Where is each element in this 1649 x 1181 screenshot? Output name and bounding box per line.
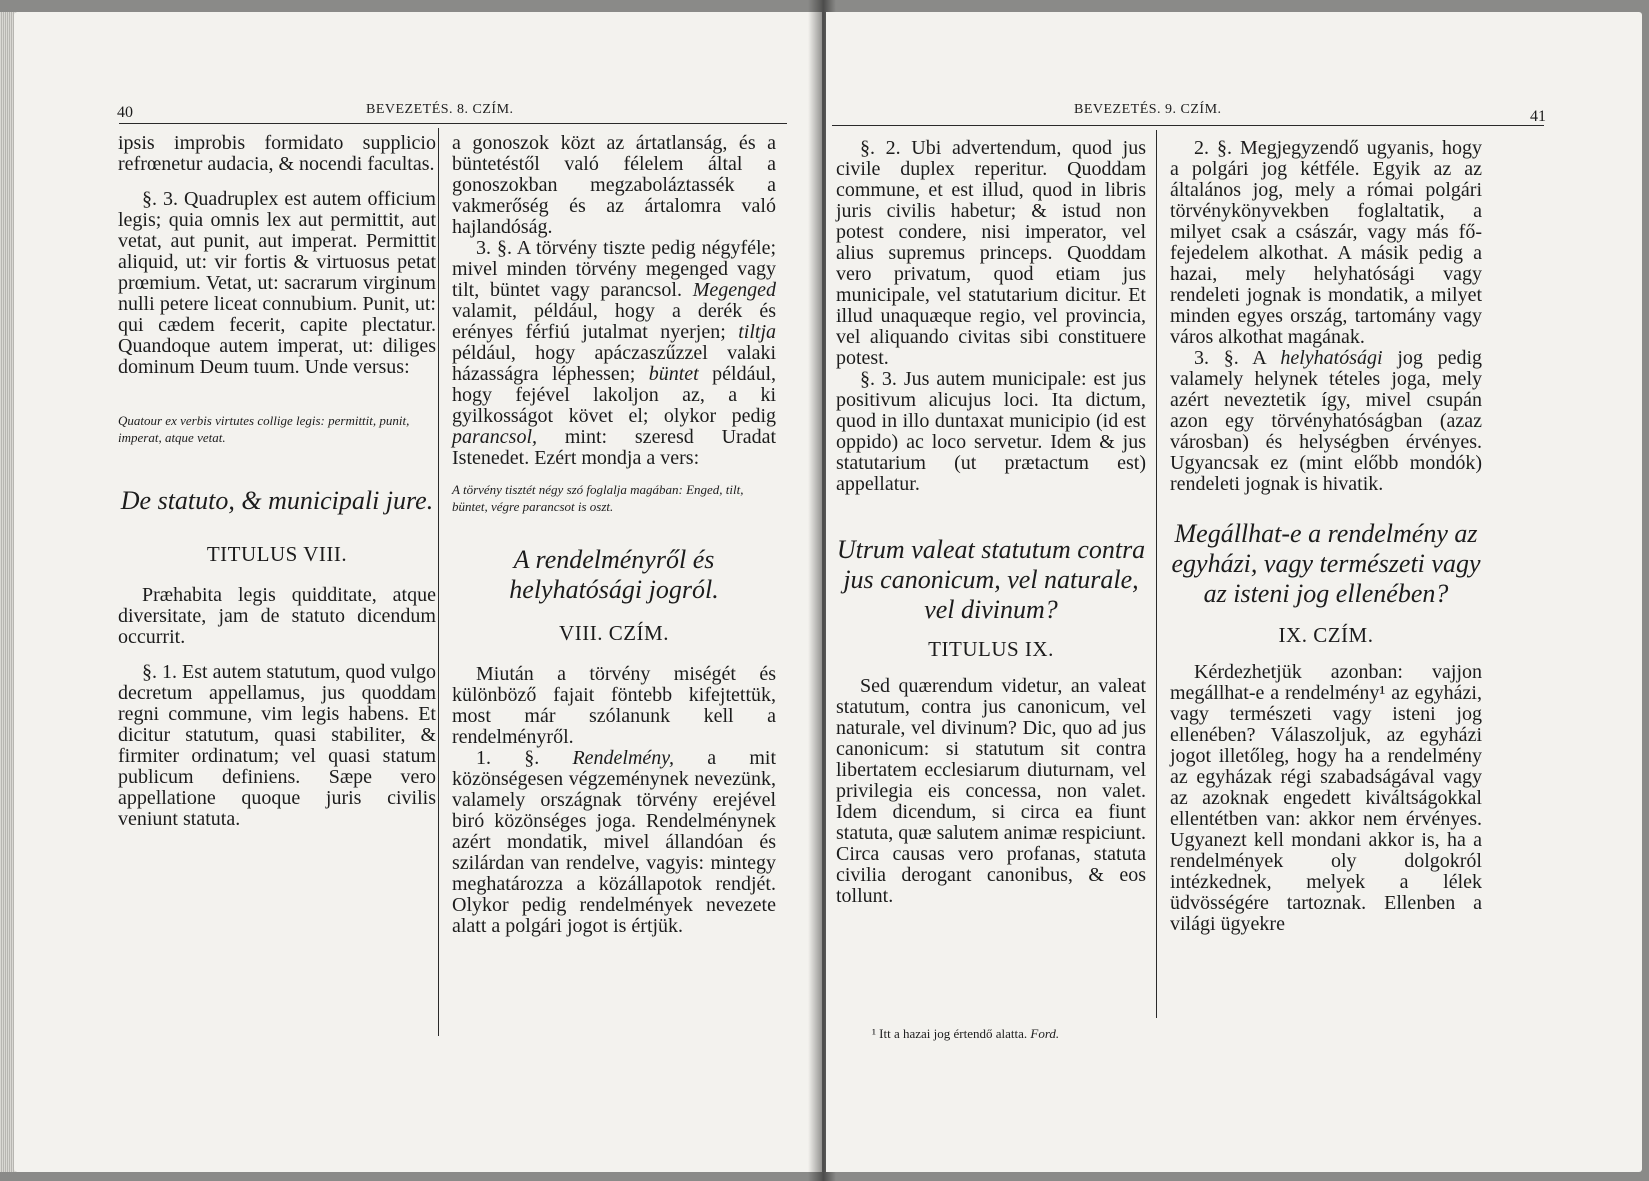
running-head: BEVEZETÉS. 9. CZÍM. <box>1074 102 1222 117</box>
footnote: ¹ Itt a hazai jog értendő alatta. Ford. <box>872 1026 1060 1041</box>
right-page <box>826 12 1642 1172</box>
paragraph: 3. §. A helyhatósági jog pedig valamely helynek tételes joga, mely azért neveztetik így, mivel csupán azon egy törvényhatóságban (azaz városban) és helységben érvényes. Ugyancsak ez (mint előbb mondók) rendeleti jognak is hivatik. <box>1170 347 1483 495</box>
hungarian-column <box>452 133 776 937</box>
section-title: TITULUS VIII. <box>206 542 348 566</box>
paragraph: §. 3. Quadruplex est autem officium legis; quia omnis lex aut permittit, aut vetat, aut punit, aut imperat. Permittit aliquid, ut: vir fortis & virtuosus petat prœmium. Vetat, ut: sacrarum virginum nulli petere liceat connubium. Punit, ut: qui cædem fecerit, capite plectatur. Quandoque autem imperat, ut: diliges dominum Deum tuum. Unde versus: <box>118 188 436 378</box>
section-heading: Utrum valeat statutum contra jus canonicum, vel naturale, vel divinum? <box>836 535 1146 624</box>
paragraph: §. 3. Jus autem municipale: est jus positivum alicujus loci. Ita dictum, quod in illo duntaxat municipio (id est oppido) ac loco servetur. Idem & jus statutarium (ut prætactum est) appellatur. <box>836 368 1146 495</box>
paragraph: Miután a törvény miségét és különböző fajait föntebb kifejtettük, most már szólanunk kell a rendelményről. <box>452 663 776 748</box>
section-title: IX. CZÍM. <box>1278 623 1374 647</box>
paragraph: 3. §. A törvény tiszte pedig négyféle; mivel minden törvény megenged vagy tilt, büntet vagy parancsol. Megenged valamit, például, hogy a derék és erényes férfiú jutalmat nyerjen; tiltja például, hogy apáczaszűzzel valaki házasságra léphessen; büntet például, hogy fejével lakoljon az, a ki gyilkosságot követ el; olykor pedig parancsol, mint: szeresd Uradat Istenedet. Ezért mondja a vers: <box>452 237 777 469</box>
section-heading: De statuto, & municipali jure. <box>120 486 434 515</box>
paragraph: 1. §. Rendelmény, a mit közönségesen végzeménynek nevezünk, valamely országnak törvény erejével biró közönséges joga. Rendelménynek azért mondatik, mivel állandóan és szilárdan van rendelve, vagyis: mintegy meghatározza a közállapotok rendjét. Olykor pedig rendelmények nevezete alatt a polgári jogot is értjük. <box>452 747 777 937</box>
hungarian-column <box>1170 138 1482 935</box>
latin-column <box>118 133 436 830</box>
header-rule <box>832 125 1544 126</box>
page-number: 40 <box>117 104 133 121</box>
header-rule <box>119 123 787 124</box>
section-heading: Megállhat-e a rendelmény az egyházi, vagy természeti vagy az isteni jog ellenében? <box>1171 519 1481 608</box>
paragraph: 2. §. Megjegyzendő ugyanis, hogy a polgári jog kétféle. Egyik az az általános jog, mely a római polgári törvénykönyvekben foglaltatik, a milyet csak a császár, vagy más fő-fejedelem alkothat. A másik pedig a hazai, mely helyhatósági vagy rendeleti jognak is mondatik, a milyet minden egyes ország, tartomány vagy város alkothat magának. <box>1170 137 1482 348</box>
column-rule <box>1156 130 1157 1018</box>
left-page <box>14 12 822 1172</box>
paragraph: Sed quærendum videtur, an valeat statutum, contra jus canonicum, vel naturale, vel divinum? Dic, quo ad jus canonicum: si statutum sit contra libertatem ecclesiarum diuturnam, vel privilegia eis concessa, non valet. Idem dicendum, si circa ea fiunt statuta, quæ salutem animæ respiciunt. Circa causas vero profanas, statuta civilia derogant canonibus, & eos tollunt. <box>836 675 1146 907</box>
section-title: TITULUS IX. <box>928 637 1054 661</box>
paragraph: a gonoszok közt az ártatlanság, és a büntetéstől való félelem által a gonoszokban megzaboláztassék a vakmerőség és az ártalomra való hajlandóság. <box>452 132 776 238</box>
paragraph: Præhabita legis quidditate, atque diversitate, jam de statuto dicendum occurrit. <box>118 584 436 648</box>
latin-column <box>836 138 1146 907</box>
paragraph: §. 1. Est autem statutum, quod vulgo decretum appellamus, jus quoddam regni commune, vim legis habens. Et dicitur statutum, quasi stabiliter, & firmiter ordinatum; vel quasi statum publicum definiens. Sæpe vero appellatione quoque juris civilis veniunt statuta. <box>118 661 436 830</box>
section-title: VIII. CZÍM. <box>559 621 669 645</box>
page-number: 41 <box>1530 108 1546 125</box>
section-heading: A rendelményről és helyhatósági jogról. <box>509 545 719 604</box>
verse: Quatour ex verbis virtutes collige legis: permittit, punit, imperat, atque vetat. <box>118 413 410 445</box>
paragraph: Kérdezhetjük azonban: vajjon megállhat-e a rendelmény¹ az egyházi, vagy természeti vagy isteni jog ellenében? Válaszoljuk, az egyházi jogot illetőleg, hogy ha a rendelmény az egyházak régi szabadságával vagy az azoknak engedett kiváltságokkal ellentétben van: akkor nem érvényes. Ugyanezt kell mondani akkor is, ha a rendelmények oly dolgokról intézkednek, melyek a lélek üdvösségére tartoznak. Ellenben a világi ügyekre <box>1170 661 1482 935</box>
paragraph: ipsis improbis formidato supplicio refrœnetur audacia, & nocendi facultas. <box>118 132 436 175</box>
column-rule <box>438 128 439 1036</box>
paragraph: §. 2. Ubi advertendum, quod jus civile duplex reperitur. Quoddam commune, et est illud, quod in libris juris civilis habetur; & istud non potest condere, nisi imperator, vel alius supremus princeps. Quoddam vero privatum, quod etiam jus municipale, vel statutarium dicitur. Et illud unaquæque regio, vel provincia, vel aliquando civitas sibi constituere potest. <box>836 137 1146 369</box>
running-head: BEVEZETÉS. 8. CZÍM. <box>366 102 514 117</box>
verse: A törvény tisztét négy szó foglalja magában: Enged, tilt, büntet, végre parancsot is oszt. <box>452 482 744 514</box>
